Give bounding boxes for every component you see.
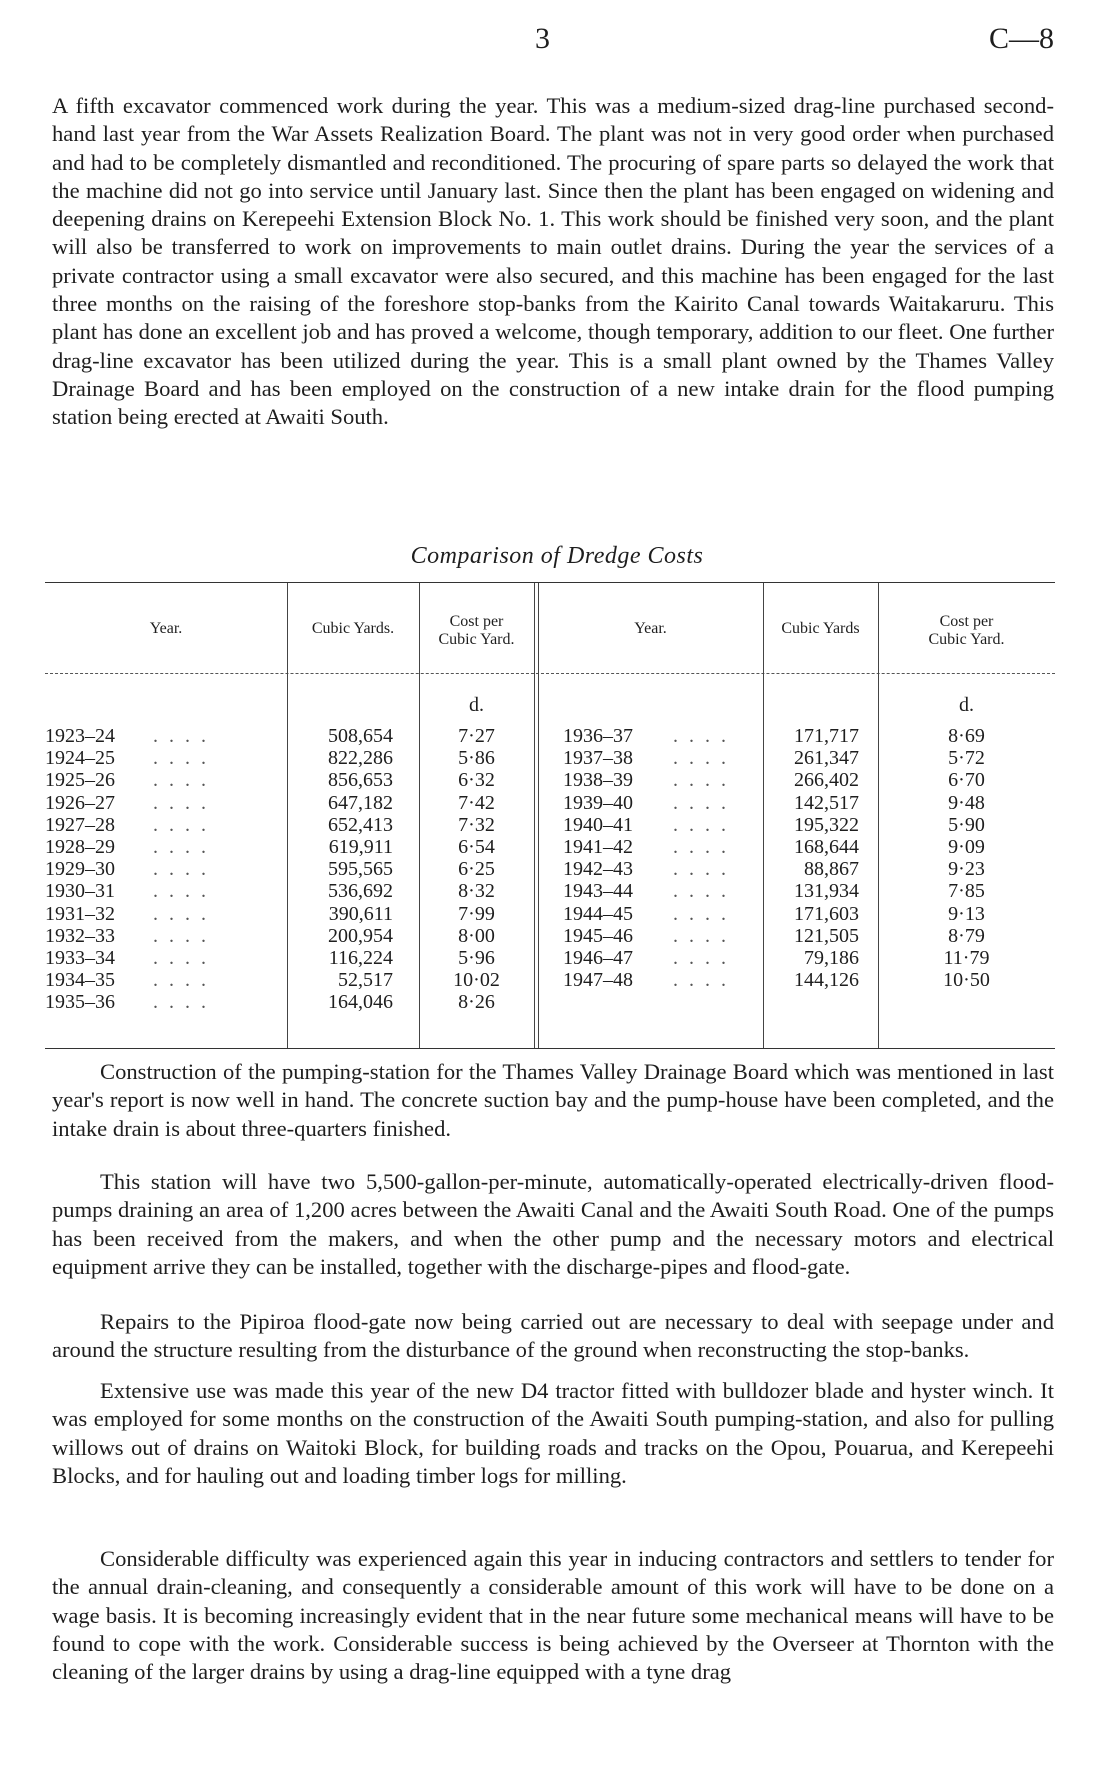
- cost-per-yard-cell: 8·00: [458, 924, 495, 947]
- cost-per-yard-cell: 6·32: [458, 769, 495, 792]
- cubic-yards-cell: 200,954: [328, 924, 393, 947]
- cost-per-yard-cell: 5·90: [948, 813, 985, 836]
- year-cell: 1928–29: [45, 836, 115, 858]
- year-cell: 1944–45: [563, 902, 633, 925]
- table-row: [45, 903, 1055, 925]
- header-cost-left: Cost per Cubic Yard.: [438, 613, 515, 648]
- cubic-yards-cell: 79,186: [804, 947, 859, 969]
- cubic-yards-cell: 88,867: [804, 858, 859, 881]
- year-cell: 1926–27: [45, 791, 115, 814]
- cubic-yards-cell: 647,182: [328, 791, 393, 814]
- cost-per-yard-cell: 8·69: [948, 725, 985, 747]
- leader-dots: . . . .: [673, 924, 729, 947]
- table-row: [45, 747, 1055, 769]
- year-cell: 1942–43: [563, 858, 633, 881]
- header-year-right: Year.: [634, 620, 667, 637]
- header-cubic-right: Cubic Yards: [781, 620, 860, 637]
- year-cell: 1939–40: [563, 791, 633, 814]
- cost-per-yard-cell: 8·79: [948, 924, 985, 947]
- unit-right: d.: [959, 694, 974, 716]
- document-reference: C—8: [988, 22, 1054, 55]
- table-row: [45, 925, 1055, 947]
- table-row: [45, 814, 1055, 836]
- year-cell: 1936–37: [563, 725, 633, 747]
- cost-per-yard-cell: 10·02: [453, 969, 500, 992]
- leader-dots: . . . .: [673, 969, 729, 992]
- cost-per-yard-cell: 9·09: [948, 836, 985, 858]
- cubic-yards-cell: 856,653: [328, 769, 393, 792]
- year-cell: 1932–33: [45, 924, 115, 947]
- leader-dots: . . . .: [153, 858, 209, 881]
- cost-per-yard-cell: 8·32: [458, 880, 495, 903]
- header-cost-right: Cost per Cubic Yard.: [928, 613, 1005, 648]
- cost-per-yard-cell: 9·13: [948, 902, 985, 925]
- year-cell: 1927–28: [45, 813, 115, 836]
- leader-dots: . . . .: [153, 769, 209, 792]
- leader-dots: . . . .: [673, 813, 729, 836]
- cost-per-yard-cell: 5·72: [948, 747, 985, 770]
- paragraph-drain-cleaning: Considerable difficulty was experienced again this year in inducing contractors and settlers to tender for the annual drain-cleaning, and consequently a considerable amount of this work will have to be done on a wage basis. It is becoming increasingly evident that in the near future some mechanical means will have to be found to cope with the work. Considerable success is being achieved by the Overseer at Thornton with the cleaning of the larger drains by using a drag-line equipped with a tyne drag: [52, 1546, 1054, 1685]
- leader-dots: . . . .: [153, 947, 209, 969]
- table-row: [45, 725, 1055, 747]
- year-cell: 1923–24: [45, 725, 115, 747]
- year-cell: 1945–46: [563, 924, 633, 947]
- table-row: [45, 969, 1055, 991]
- cost-per-yard-cell: 9·48: [948, 791, 985, 814]
- year-cell: 1930–31: [45, 880, 115, 903]
- year-cell: 1947–48: [563, 969, 633, 992]
- year-cell: 1933–34: [45, 947, 115, 969]
- cost-per-yard-cell: 6·25: [458, 858, 495, 881]
- cubic-yards-cell: 536,692: [328, 880, 393, 903]
- table-title: Comparison of Dredge Costs: [410, 543, 704, 569]
- leader-dots: . . . .: [153, 902, 209, 925]
- cubic-yards-cell: 595,565: [328, 858, 393, 881]
- cost-per-yard-cell: 8·26: [458, 991, 495, 1014]
- cubic-yards-cell: 164,046: [328, 991, 393, 1014]
- leader-dots: . . . .: [673, 747, 729, 770]
- cost-per-yard-cell: 11·79: [943, 947, 990, 969]
- page-header: [0, 22, 1114, 62]
- cubic-yards-cell: 171,717: [794, 725, 859, 747]
- paragraph-station-pumps: This station will have two 5,500-gallon-per-minute, automatically-operated electrically-driven flood-pumps draining an area of 1,200 acres between the Awaiti Canal and the Awaiti South Road. One of the pumps has been received from the makers, and when the other pump and the necessary motors and electrical equipment arrive they can be installed, together with the discharge-pipes and flood-gate.: [52, 1169, 1054, 1279]
- cost-per-yard-cell: 7·85: [948, 880, 985, 903]
- year-cell: 1934–35: [45, 969, 115, 992]
- cost-per-yard-cell: 9·23: [948, 858, 985, 881]
- table-row: [45, 836, 1055, 858]
- leader-dots: . . . .: [153, 747, 209, 770]
- leader-dots: . . . .: [673, 769, 729, 792]
- year-cell: 1938–39: [563, 769, 633, 792]
- leader-dots: . . . .: [153, 813, 209, 836]
- year-cell: 1935–36: [45, 991, 115, 1014]
- paragraph-d4-tractor: Extensive use was made this year of the new D4 tractor fitted with bulldozer blade and hyster winch. It was employed for some months on the construction of the Awaiti South pumping-station, and also for pulling willows out of drains on Waitoki Block, for building roads and tracks on the Opou, Pouarua, and Kerepeehi Blocks, and for hauling out and loading timber logs for milling.: [52, 1378, 1054, 1488]
- year-cell: 1941–42: [563, 836, 633, 858]
- cost-per-yard-cell: 5·86: [458, 747, 495, 770]
- cubic-yards-cell: 131,934: [794, 880, 859, 903]
- year-cell: 1937–38: [563, 747, 633, 770]
- paragraph-intro: A fifth excavator commenced work during the year. This was a medium-sized drag-line purchased second-hand last year from the War Assets Realization Board. The plant was not in very good order when purchased and had to be completely dismantled and reconditioned. The procuring of spare parts so delayed the work that the machine did not go into service until January last. Since then the plant has been engaged on widening and deepening drains on Kerepeehi Extension Block No. 1. This work should be finished very soon, and the plant will also be transferred to work on improvements to main outlet drains. During the year the services of a private contractor using a small excavator were also secured, and this machine has been engaged for the last three months on the raising of the foreshore stop-banks from the Kairito Canal towards Waitakaruru. This plant has done an excellent job and has proved a welcome, though temporary, addition to our fleet. One further drag-line excavator has been utilized during the year. This is a small plant owned by the Thames Valley Drainage Board and has been employed on the construction of a new intake drain for the flood pumping station being erected at Awaiti South.: [52, 93, 1054, 430]
- cubic-yards-cell: 652,413: [328, 813, 393, 836]
- leader-dots: . . . .: [673, 836, 729, 858]
- cost-per-yard-cell: 5·96: [458, 947, 495, 969]
- leader-dots: . . . .: [153, 880, 209, 903]
- cubic-yards-cell: 168,644: [794, 836, 859, 858]
- cubic-yards-cell: 390,611: [328, 902, 393, 925]
- page-number: 3: [535, 22, 550, 55]
- leader-dots: . . . .: [153, 791, 209, 814]
- leader-dots: . . . .: [153, 924, 209, 947]
- year-cell: 1929–30: [45, 858, 115, 881]
- header-cubic-left: Cubic Yards.: [311, 620, 395, 637]
- table-row: [45, 792, 1055, 814]
- year-cell: 1924–25: [45, 747, 115, 770]
- leader-dots: . . . .: [673, 880, 729, 903]
- year-cell: 1931–32: [45, 902, 115, 925]
- cost-per-yard-cell: 7·99: [458, 902, 495, 925]
- cubic-yards-cell: 171,603: [794, 902, 859, 925]
- cost-per-yard-cell: 7·27: [458, 725, 495, 747]
- leader-dots: . . . .: [673, 791, 729, 814]
- cubic-yards-cell: 195,322: [794, 813, 859, 836]
- leader-dots: . . . .: [153, 725, 209, 747]
- cost-per-yard-cell: 7·42: [458, 791, 495, 814]
- leader-dots: . . . .: [673, 725, 729, 747]
- paragraph-pumping-station: Construction of the pumping-station for the Thames Valley Drainage Board which was mentioned in last year's report is now well in hand. The concrete suction bay and the pump-house have been completed, and the intake drain is about three-quarters finished.: [52, 1059, 1054, 1141]
- header-year-left: Year.: [149, 620, 183, 637]
- cubic-yards-cell: 508,654: [328, 725, 393, 747]
- leader-dots: . . . .: [153, 969, 209, 992]
- dredge-costs-table: [45, 582, 1055, 1049]
- cost-per-yard-cell: 6·70: [948, 769, 985, 792]
- cubic-yards-cell: 142,517: [794, 791, 859, 814]
- cost-per-yard-cell: 10·50: [943, 969, 990, 992]
- cost-per-yard-cell: 7·32: [458, 813, 495, 836]
- leader-dots: . . . .: [673, 902, 729, 925]
- header-divider: [45, 673, 1055, 674]
- cubic-yards-cell: 619,911: [328, 836, 393, 858]
- table-row: [45, 947, 1055, 969]
- cubic-yards-cell: 121,505: [794, 924, 859, 947]
- cubic-yards-cell: 116,224: [328, 947, 393, 969]
- year-cell: 1946–47: [563, 947, 633, 969]
- leader-dots: . . . .: [673, 858, 729, 881]
- cubic-yards-cell: 266,402: [794, 769, 859, 792]
- leader-dots: . . . .: [673, 947, 729, 969]
- cubic-yards-cell: 144,126: [794, 969, 859, 992]
- table-row: [45, 769, 1055, 791]
- table-row: [45, 991, 1055, 1013]
- cost-per-yard-cell: 6·54: [458, 836, 495, 858]
- paragraph-pipiroa-repairs: Repairs to the Pipiroa flood-gate now being carried out are necessary to deal with seepage under and around the structure resulting from the disturbance of the ground when reconstructing the stop-banks.: [52, 1309, 1054, 1363]
- cubic-yards-cell: 261,347: [794, 747, 859, 770]
- year-cell: 1940–41: [563, 813, 633, 836]
- cubic-yards-cell: 822,286: [328, 747, 393, 770]
- leader-dots: . . . .: [153, 836, 209, 858]
- leader-dots: . . . .: [153, 991, 209, 1014]
- table-row: [45, 858, 1055, 880]
- cubic-yards-cell: 52,517: [338, 969, 393, 992]
- year-cell: 1943–44: [563, 880, 633, 903]
- year-cell: 1925–26: [45, 769, 115, 792]
- table-row: [45, 880, 1055, 902]
- unit-left: d.: [469, 694, 484, 716]
